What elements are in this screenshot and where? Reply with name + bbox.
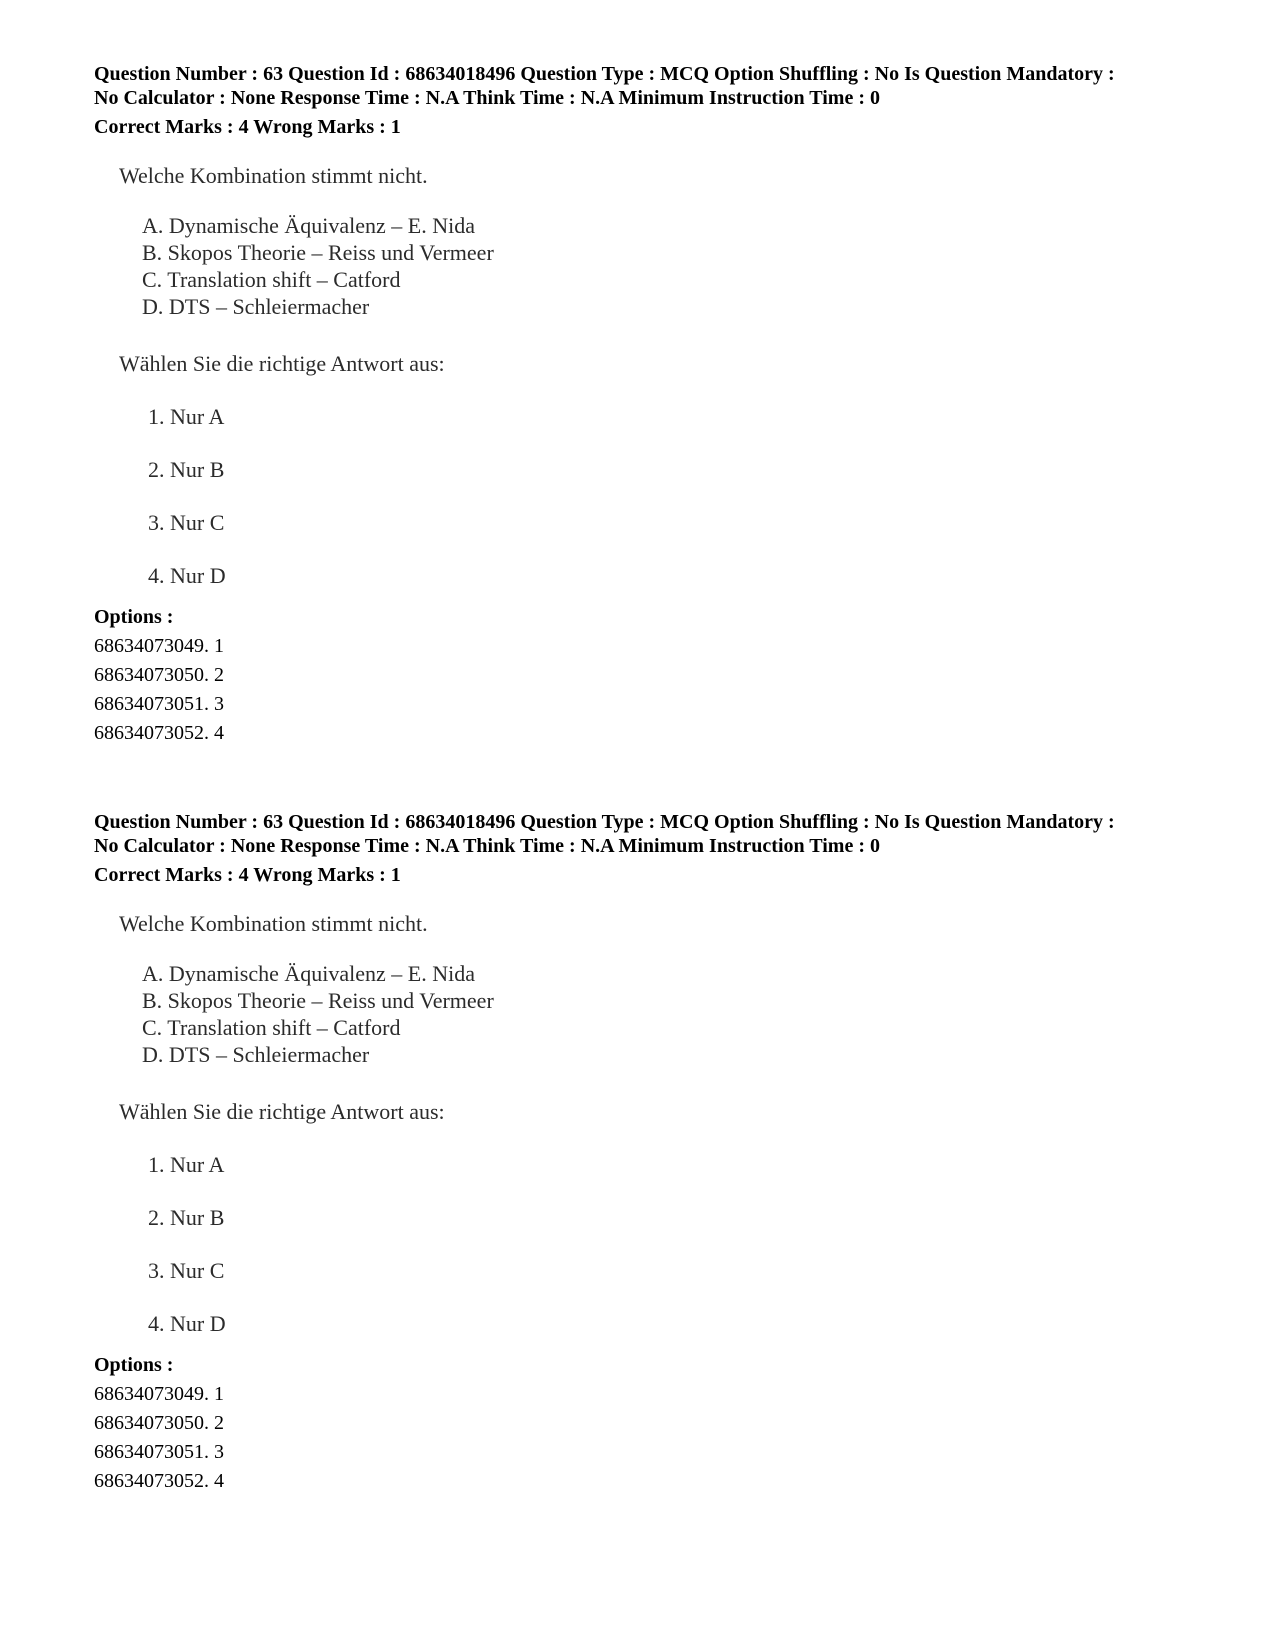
question-meta <box>94 810 1204 858</box>
statement-a: A. Dynamische Äquivalenz – E. Nida <box>142 213 475 238</box>
answer-instruction: Wählen Sie die richtige Antwort aus: <box>119 1099 445 1124</box>
question-meta-line: Question Number : 63 Question Id : 68634018496 Question Type : MCQ Option Shuffling : No Is Question Mandatory : <box>94 63 1115 85</box>
options-label: Options : <box>94 1354 174 1376</box>
statement-d: D. DTS – Schleiermacher <box>142 1042 370 1067</box>
question-text: Welche Kombination stimmt nicht. <box>119 911 428 936</box>
question-meta-line: No Calculator : None Response Time : N.A Think Time : N.A Minimum Instruction Time : 0 <box>94 835 880 857</box>
statement-b: B. Skopos Theorie – Reiss und Vermeer <box>142 240 494 265</box>
option-item: 68634073051. 3 <box>94 693 224 715</box>
answer-choice-3: 3. Nur C <box>148 1258 225 1283</box>
question-meta <box>94 62 1204 110</box>
answer-choice-2: 2. Nur B <box>148 457 225 482</box>
option-item: 68634073050. 2 <box>94 664 224 686</box>
answer-instruction: Wählen Sie die richtige Antwort aus: <box>119 351 445 376</box>
question-marks: Correct Marks : 4 Wrong Marks : 1 <box>94 116 401 138</box>
question-marks: Correct Marks : 4 Wrong Marks : 1 <box>94 864 401 886</box>
answer-choice-1: 1. Nur A <box>148 1152 225 1177</box>
statement-a: A. Dynamische Äquivalenz – E. Nida <box>142 961 475 986</box>
option-item: 68634073052. 4 <box>94 722 224 744</box>
answer-choice-4: 4. Nur D <box>148 1311 226 1336</box>
question-text: Welche Kombination stimmt nicht. <box>119 163 428 188</box>
option-item: 68634073049. 1 <box>94 635 224 657</box>
option-item: 68634073051. 3 <box>94 1441 224 1463</box>
question-block <box>94 810 1204 1496</box>
answer-choice-3: 3. Nur C <box>148 510 225 535</box>
statement-c: C. Translation shift – Catford <box>142 267 401 292</box>
answer-choice-1: 1. Nur A <box>148 404 225 429</box>
answer-choice-4: 4. Nur D <box>148 563 226 588</box>
statement-c: C. Translation shift – Catford <box>142 1015 401 1040</box>
question-block <box>94 62 1204 748</box>
options-label: Options : <box>94 606 174 628</box>
question-image <box>94 903 1204 1351</box>
option-item: 68634073052. 4 <box>94 1470 224 1492</box>
option-item: 68634073049. 1 <box>94 1383 224 1405</box>
answer-choice-2: 2. Nur B <box>148 1205 225 1230</box>
statement-b: B. Skopos Theorie – Reiss und Vermeer <box>142 988 494 1013</box>
question-meta-line: Question Number : 63 Question Id : 68634018496 Question Type : MCQ Option Shuffling : No Is Question Mandatory : <box>94 811 1115 833</box>
question-meta-line: No Calculator : None Response Time : N.A Think Time : N.A Minimum Instruction Time : 0 <box>94 87 880 109</box>
question-image <box>94 155 1204 603</box>
option-item: 68634073050. 2 <box>94 1412 224 1434</box>
statement-d: D. DTS – Schleiermacher <box>142 294 370 319</box>
